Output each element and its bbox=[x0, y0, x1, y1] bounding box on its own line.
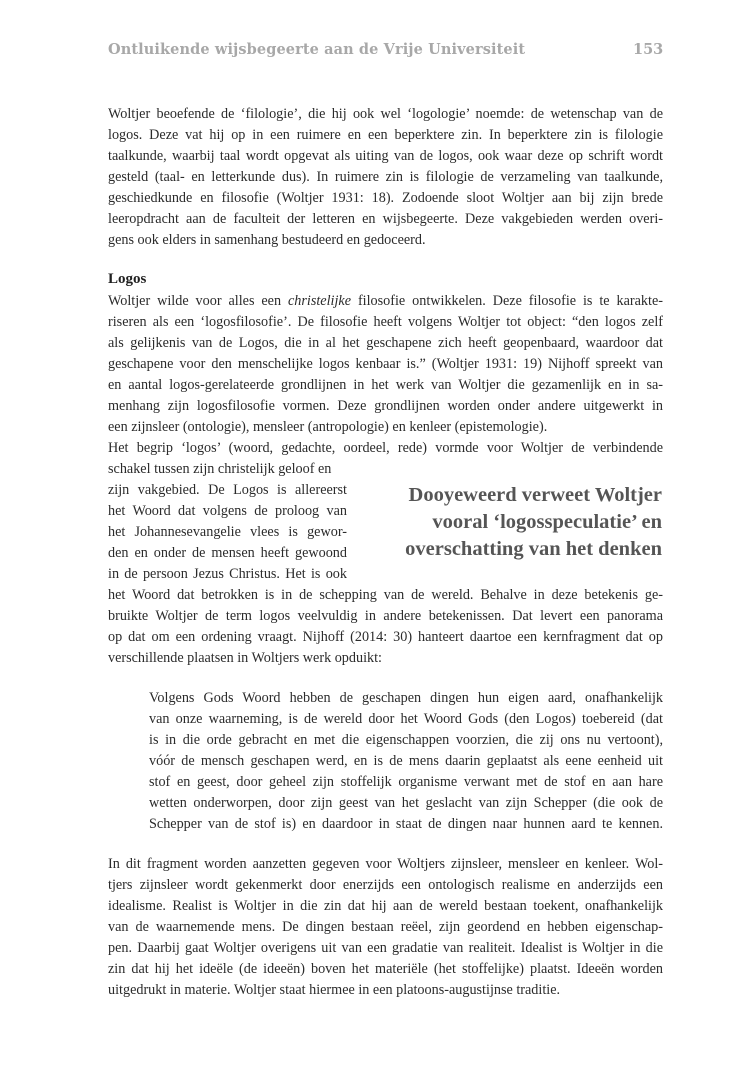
text-line: taalkunde, waarbij taal wordt opgevat als uiting van de logos, ook waar deze op schrift wordt bbox=[108, 148, 663, 164]
page-number: 153 bbox=[633, 41, 664, 58]
emphasis-christelijke: christelijke bbox=[287, 293, 352, 309]
text-line: schakel tussen zijn christelijk geloof en bbox=[108, 461, 332, 477]
text-line: op dat om een ordening vraagt. Nijhoff (2014: 30) hanteert daartoe een kernfragment dat op bbox=[108, 629, 663, 645]
text-line: als gelijkenis van de Logos, die in al het geschapene zich heeft geopenbaard, waardoor dat bbox=[108, 335, 663, 351]
text-line: riseren als een ‘logosfilosofie’. De filosofie heeft volgens Woltjer tot object: “den logos zelf bbox=[108, 314, 663, 330]
text-line: leeropdracht aan de faculteit der letteren en wijsbegeerte. Deze vakgebieden werden overi- bbox=[108, 211, 663, 227]
text-line: van de waarnemende mens. De dingen bestaan reëel, zijn geordend en hebben eigenschap- bbox=[108, 919, 663, 935]
pull-quote-line: overschatting van het denken bbox=[405, 538, 662, 560]
pull-quote-line: Dooyeweerd verweet Woltjer bbox=[408, 484, 662, 506]
quote-line: is in die orde gebracht en met die eigenschappen voorzien, die zij ons nu vertoont), bbox=[149, 732, 663, 748]
text-line: verschillende plaatsen in Woltjers werk opduikt: bbox=[108, 650, 383, 666]
text-line: uitgedrukt in materie. Woltjer staat hiermee in een platoons-augustijnse traditie. bbox=[108, 982, 561, 998]
quote-line: vóór de mensch geschapen werd, en is de mens daarin geplaatst als eene eenheid uit bbox=[149, 753, 663, 769]
text-line: menhang zijn logosfilosofie vormen. Deze grondlijnen worden onder andere uitgewerkt in bbox=[108, 398, 663, 414]
text-line: en aantal logos-gerelateerde grondlijnen in het werk van Woltjer die gezamenlijk en in sa- bbox=[108, 377, 663, 393]
text-line: tjers zijnsleer wordt gekenmerkt door enerzijds een ontologisch realisme en anderzijds een bbox=[108, 877, 663, 893]
text-line: het Woord dat betrokken is in de schepping van de wereld. Behalve in deze betekenis ge- bbox=[108, 587, 663, 603]
text-line: in de persoon Jezus Christus. Het is ook bbox=[108, 566, 347, 582]
text-line: bruikte Woltjer de term logos veelvuldig in andere betekenissen. Dat levert een panorama bbox=[108, 608, 663, 624]
text-line: In dit fragment worden aanzetten gegeven voor Woltjers zijnsleer, mensleer en kenleer. Wol- bbox=[108, 856, 663, 872]
quote-line: Schepper van de stof is) en daardoor in staat de dingen naar hunnen aard te kennen. bbox=[149, 816, 663, 832]
text-line: het Woord dat volgens de proloog van bbox=[108, 503, 347, 519]
running-header-title: Ontluikende wijsbegeerte aan de Vrije Universiteit bbox=[108, 41, 526, 58]
text-line: idealisme. Realist is Woltjer in die zin dat hij aan de wereld bestaan toekent, onafhankelijk bbox=[108, 898, 663, 914]
quote-line: van onze waarneming, is de wereld door het Woord Gods (den Logos) toebereid (dat bbox=[149, 711, 663, 727]
section-heading: Logos bbox=[108, 271, 147, 287]
text-line: Woltjer beoefende de ‘filologie’, die hij ook wel ‘logologie’ noemde: de wetenschap van de bbox=[108, 106, 663, 122]
text-line: logos. Deze vat hij op in een ruimere en een beperktere zin. In beperktere zin is filologie bbox=[108, 127, 663, 143]
text-line: gens ook elders in samenhang bestudeerd en gedoceerd. bbox=[108, 232, 426, 248]
text-line: geschapene voor den menschelijke logos kenbaar is.” (Woltjer 1931: 19) Nijhoff spreekt van bbox=[108, 356, 663, 372]
text-run: Woltjer wilde voor alles een bbox=[108, 293, 288, 309]
text-line: pen. Daarbij gaat Woltjer overigens uit van een gradatie van realiteit. Idealist is Woltjer in die bbox=[108, 940, 663, 956]
text-line: gesteld (taal- en letterkunde dus). In ruimere zin is filologie de verzameling van taalkunde, bbox=[108, 169, 663, 185]
quote-line: wetten onderworpen, door zijn geest van het geslacht van zijn Schepper (die ook de bbox=[149, 795, 663, 811]
text-run: filosofie ontwikkelen. Deze filosofie is te karakte- bbox=[351, 293, 663, 309]
text-line: den en onder de mensen heeft gewoond bbox=[108, 545, 347, 561]
text-line: zijn vakgebied. De Logos is allereerst bbox=[108, 482, 347, 498]
quote-line: stof en geest, door geheel zijn stoffelijk organisme verwant met de stof en aan hare bbox=[149, 774, 663, 790]
text-line bbox=[108, 293, 663, 310]
text-line: geschiedkunde en filosofie (Woltjer 1931: 18). Zodoende sloot Woltjer aan bij zijn brede bbox=[108, 190, 663, 206]
text-line: zin dat hij het ideële (de ideeën) boven het materiële (het stoffelijke) plaatst. Ideeën worden bbox=[108, 961, 663, 977]
text-line: een zijnsleer (ontologie), mensleer (antropologie) en kenleer (epistemologie). bbox=[108, 419, 548, 435]
quote-line: Volgens Gods Woord hebben de geschapen dingen hun eigen aard, onafhankelijk bbox=[149, 690, 663, 706]
text-line: Het begrip ‘logos’ (woord, gedachte, oordeel, rede) vormde voor Woltjer de verbindende bbox=[108, 440, 663, 456]
text-line: het Johannesevangelie vlees is gewor- bbox=[108, 524, 347, 540]
pull-quote-line: vooral ‘logosspeculatie’ en bbox=[432, 511, 662, 533]
